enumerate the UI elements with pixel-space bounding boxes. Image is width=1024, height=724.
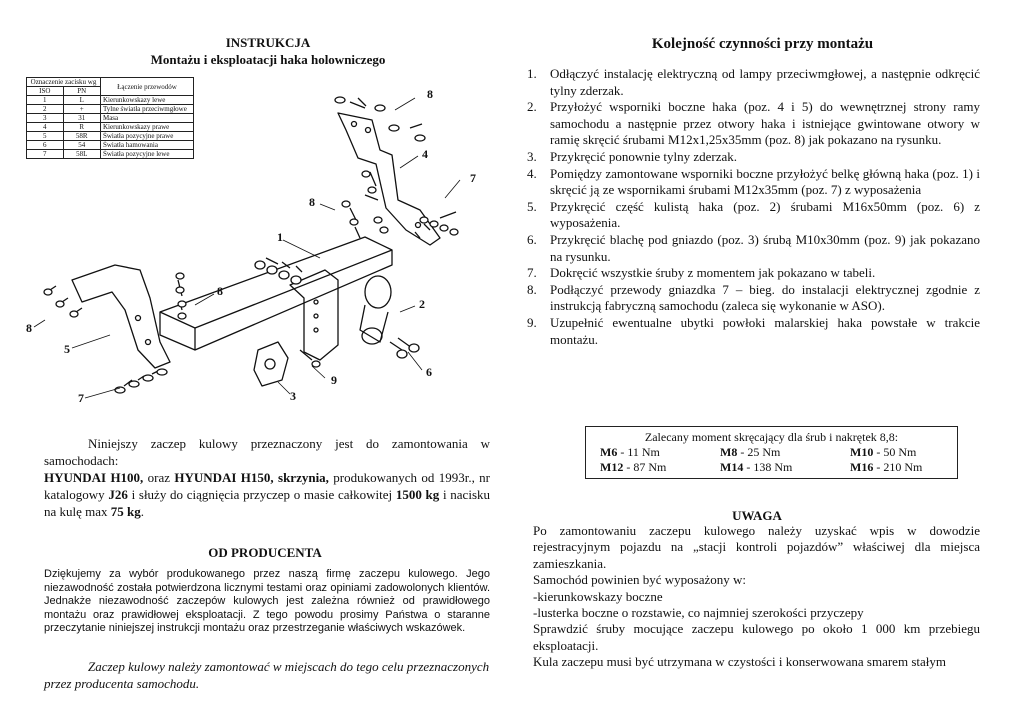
title-line-1: INSTRUKCJA: [225, 35, 311, 50]
table-row: [27, 114, 194, 123]
torque-item: [720, 460, 850, 475]
title-line-2: Montażu i eksploatacji haka holowniczego: [150, 52, 386, 67]
table-row: [27, 150, 194, 159]
desc-trailer-mass: 1500 kg: [395, 487, 440, 502]
torque-grid: [594, 445, 949, 475]
torque-title: Zalecany moment skręcający dla śrub i nakrętek 8,8:: [644, 430, 899, 444]
wiring-cell-iso: 5: [27, 132, 64, 141]
warning-item-indicators: -kierunkowskazy boczne: [533, 588, 663, 604]
torque-value: - 138 Nm: [743, 460, 793, 474]
list-item: [527, 166, 980, 199]
document-title: [140, 34, 396, 68]
diagram-label-4: 4: [422, 147, 428, 161]
torque-table: [585, 426, 958, 479]
step-text: Przykręcić ponownie tylny zderzak.: [550, 148, 737, 164]
torque-item: [850, 445, 950, 460]
wiring-cell-pn: R: [63, 123, 100, 132]
diagram-label-7: 7: [470, 171, 476, 185]
wiring-table-body: [27, 96, 194, 159]
wiring-cell-iso: 3: [27, 114, 64, 123]
torque-size: M12: [600, 460, 624, 474]
warning-maintenance: Kula zaczepu musi być utrzymana w czystości i konserwowana smarem stałym: [533, 654, 946, 670]
diagram-label-5: 5: [64, 342, 70, 356]
desc-catalog-number: J26: [108, 487, 128, 502]
assembly-steps-heading: Kolejność czynności przy montażu: [651, 36, 874, 52]
desc-ball-load: 75 kg: [110, 504, 141, 519]
desc-model-1: HYUNDAI H100,: [44, 470, 144, 485]
warning-item-mirrors: -lusterka boczne o rozstawie, co najmniej szerokości przyczepy: [533, 605, 864, 621]
wiring-cell-iso: 6: [27, 141, 64, 150]
header-terminal-mark: Oznaczenie zacisku wg: [27, 78, 101, 87]
socket-plate: [254, 342, 288, 386]
warning-equipment: Samochód powinien być wyposażony w:: [533, 572, 747, 588]
step-text: Uzupełnić ewentualne ubytki powłoki malarskiej haka powstałe w trakcie montażu.: [550, 314, 980, 347]
producer-heading: OD PRODUCENTA: [208, 545, 322, 560]
wiring-cell-iso: 4: [27, 123, 64, 132]
wiring-cell-conn: Światła hamowania: [100, 141, 193, 150]
list-item: [527, 282, 980, 315]
step-number: 8.: [527, 281, 537, 297]
step-text: Przykręcić część kulistą haka (poz. 2) śrubami M16x50mm (poz. 6) z wyposażenia.: [550, 198, 980, 231]
torque-size: M14: [720, 460, 744, 474]
table-row: [27, 141, 194, 150]
diagram-label-8: 8: [217, 284, 223, 298]
producer-note: Zaczep kulowy należy zamontować w miejscach do tego celu przeznaczonych przez producenta samochodu.: [44, 659, 490, 691]
step-number: 2.: [527, 99, 537, 115]
list-item: [527, 315, 980, 348]
wiring-cell-iso: 7: [27, 150, 64, 159]
wiring-cell-conn: Tylne światła przeciwmgłowe: [100, 105, 193, 114]
header-iso: ISO: [27, 87, 64, 96]
list-item: [527, 265, 980, 282]
torque-value: - 87 Nm: [623, 460, 667, 474]
producer-text: Dziękujemy za wybór produkowanego przez naszą firmę zaczepu kulowego. Jego niezawodność została potwierdzona licznymi testami oraz opiniami zadowolonych klientów. Jednakże niezawodność zaczepów kulowych jest zależna również od prawidłowego montażu oraz prawidłowej eksploatacji. Z tego powodu prosimy Państwa o staranne przeczytanie niniejszej instrukcji montażu oraz przestrzeganie właściwych wskazówek.: [44, 568, 490, 634]
header-pn: PN: [63, 87, 100, 96]
wiring-cell-iso: 1: [27, 96, 64, 105]
step-number: 1.: [527, 66, 537, 81]
diagram-label-7: 7: [78, 391, 84, 405]
diagram-label-2: 2: [419, 297, 425, 311]
list-item: [527, 99, 980, 149]
wiring-cell-conn: Światła pozycyjne lewe: [100, 150, 193, 159]
step-text: Pomiędzy zamontowane wsporniki boczne przyłożyć belkę główną haka (poz. 1) i skręcić ją ze wspornikami śrubami M12x35mm (poz. 7) z wyposażenia: [550, 165, 980, 198]
list-item: [527, 149, 980, 166]
wiring-cell-conn: Masa: [100, 114, 193, 123]
torque-item: [850, 460, 950, 475]
wiring-cell-pn: 54: [63, 141, 100, 150]
torque-item: [600, 460, 720, 475]
tow-ball: [365, 276, 391, 308]
table-row: [27, 132, 194, 141]
torque-size: M6: [600, 445, 618, 459]
wiring-cell-pn: 58R: [63, 132, 100, 141]
wiring-cell-iso: 2: [27, 105, 64, 114]
assembly-steps-list: [527, 66, 980, 348]
list-item: [527, 66, 980, 99]
step-text: Dokręcić wszystkie śruby z momentem jak pokazano w tabeli.: [550, 265, 876, 281]
list-item: [527, 199, 980, 232]
diagram-label-1: 1: [277, 230, 283, 244]
step-text: Przykręcić blachę pod gniazdo (poz. 3) śrubą M10x30mm (poz. 9) jak pokazano na rysunku.: [550, 231, 980, 264]
wiring-table: [26, 77, 194, 159]
diagram-label-8: 8: [427, 87, 433, 101]
wiring-cell-pn: +: [63, 105, 100, 114]
desc-model-2: HYUNDAI H150, skrzynia,: [174, 470, 329, 485]
torque-value: - 25 Nm: [737, 445, 781, 459]
torque-value: - 210 Nm: [873, 460, 923, 474]
step-number: 5.: [527, 198, 537, 214]
step-number: 7.: [527, 265, 537, 281]
step-text: Przyłożyć wsporniki boczne haka (poz. 4 i 5) do wewnętrznej strony ramy samochodu a następnie przez otwory haka i istniejące gwintowane otwory w ramię skręcić śrubami M12x1,25x35mm (poz. 8) jak pokazano na rysunku.: [550, 99, 980, 148]
diagram-label-9: 9: [331, 373, 337, 387]
torque-value: - 50 Nm: [873, 445, 917, 459]
torque-size: M10: [850, 445, 874, 459]
table-row: [27, 105, 194, 114]
torque-value: - 11 Nm: [617, 445, 660, 459]
desc-intro: Niniejszy zaczep kulowy przeznaczony jest do zamontowania w samochodach:: [44, 436, 490, 468]
diagram-label-6: 6: [426, 365, 432, 379]
header-wire-connection: Łączenie przewodów: [100, 78, 193, 96]
product-description: Niniejszy zaczep kulowy przeznaczony jest do zamontowania w samochodach: HYUNDAI H100, oraz HYUNDAI H150, skrzynia, produkowanych od 1993r., nr katalogowy J26 i służy do ciągnięcia przyczep o masie całkowitej 1500 kg i nacisku na kulę max 75 kg.: [44, 436, 490, 519]
torque-item: [720, 445, 850, 460]
wiring-cell-pn: 31: [63, 114, 100, 123]
diagram-label-8: 8: [309, 195, 315, 209]
table-row: [27, 123, 194, 132]
diagram-label-8: 8: [26, 321, 32, 335]
diagram-label-3: 3: [290, 389, 296, 403]
warning-registration: Po zamontowaniu zaczepu kulowego należy uzyskać wpis w dowodzie rejestracyjnym pojazdu na „stacji kontroli pojazdów” właściwej dla miejsca zamieszkania.: [533, 523, 980, 571]
step-number: 9.: [527, 314, 537, 330]
warning-text: [533, 523, 980, 671]
wiring-cell-conn: Kierunkowskazy prawe: [100, 123, 193, 132]
warning-heading: UWAGA: [732, 508, 782, 523]
wiring-cell-conn: Światła pozycyjne prawe: [100, 132, 193, 141]
list-item: [527, 232, 980, 265]
step-text: Podłączyć przewody gniazdka 7 – bieg. do instalacji elektrycznej zgodnie z instrukcją fabryczną samochodu (zaleca się wykonanie w ASO).: [550, 281, 980, 314]
torque-item: [600, 445, 720, 460]
table-header-row: [27, 78, 194, 87]
wiring-cell-pn: 58L: [63, 150, 100, 159]
table-row: [27, 96, 194, 105]
wiring-cell-conn: Kierunkowskazy lewe: [100, 96, 193, 105]
step-number: 6.: [527, 231, 537, 247]
warning-check-bolts: Sprawdzić śruby mocujące zaczepu kulowego po około 1 000 km przebiegu eksploatacji.: [533, 621, 980, 653]
wiring-cell-pn: L: [63, 96, 100, 105]
step-text: Odłączyć instalację elektryczną od lampy przeciwmgłowej, a następnie odkręcić tylny zderzak.: [550, 66, 980, 98]
step-number: 4.: [527, 165, 537, 181]
bracket-left: [72, 265, 170, 368]
torque-size: M8: [720, 445, 738, 459]
torque-size: M16: [850, 460, 874, 474]
step-number: 3.: [527, 148, 537, 164]
